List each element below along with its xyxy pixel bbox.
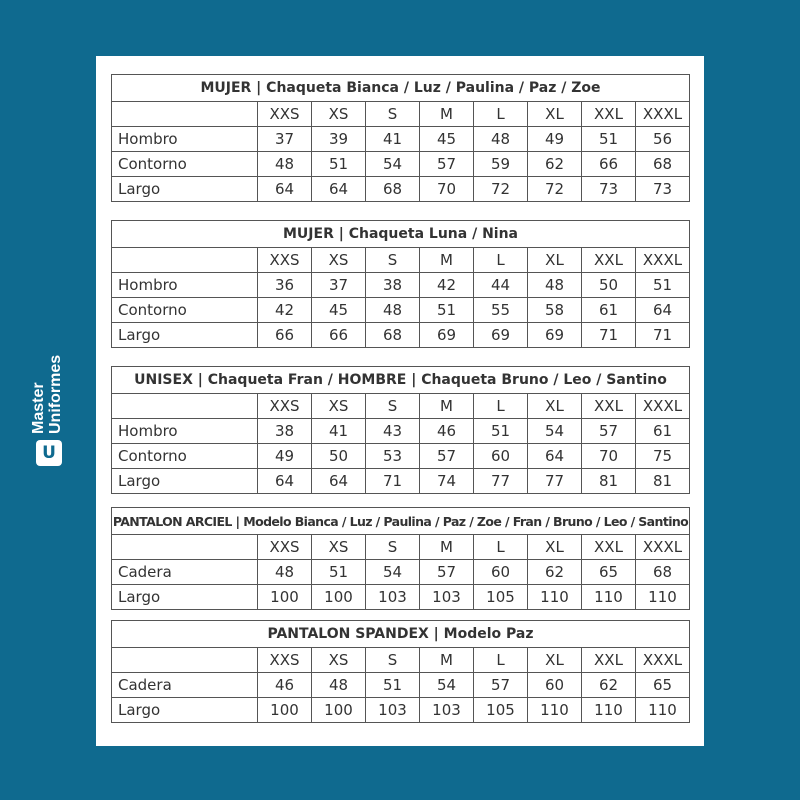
- measure-label: Largo: [112, 323, 258, 348]
- measure-value: 74: [420, 469, 474, 494]
- measure-value: 68: [366, 177, 420, 202]
- size-label: S: [366, 648, 420, 673]
- measure-value: 53: [366, 444, 420, 469]
- table-title: MUJER | Chaqueta Bianca / Luz / Paulina / Paz / Zoe: [112, 75, 690, 102]
- table-title: PANTALON ARCIEL | Modelo Bianca / Luz / Paulina / Paz / Zoe / Fran / Bruno / Leo / Santino: [112, 508, 690, 535]
- size-label: L: [474, 394, 528, 419]
- size-table: [111, 74, 690, 202]
- measure-value: 70: [582, 444, 636, 469]
- measure-label: Contorno: [112, 444, 258, 469]
- measure-value: 51: [582, 127, 636, 152]
- size-table: [111, 507, 690, 610]
- header-blank-cell: [112, 248, 258, 273]
- size-header-row: [112, 648, 690, 673]
- table-row: [112, 469, 690, 494]
- size-label: XXXL: [636, 535, 690, 560]
- measure-label: Largo: [112, 469, 258, 494]
- size-label: S: [366, 102, 420, 127]
- measure-value: 51: [366, 673, 420, 698]
- measure-value: 69: [528, 323, 582, 348]
- measure-label: Hombro: [112, 273, 258, 298]
- measure-value: 64: [636, 298, 690, 323]
- measure-value: 64: [258, 177, 312, 202]
- measure-value: 44: [474, 273, 528, 298]
- measure-label: Largo: [112, 177, 258, 202]
- measure-value: 68: [636, 560, 690, 585]
- size-label: XL: [528, 535, 582, 560]
- measure-value: 72: [528, 177, 582, 202]
- measure-value: 60: [474, 560, 528, 585]
- measure-value: 54: [420, 673, 474, 698]
- measure-value: 54: [528, 419, 582, 444]
- size-label: M: [420, 394, 474, 419]
- measure-value: 110: [528, 585, 582, 610]
- size-label: XS: [312, 248, 366, 273]
- measure-value: 66: [258, 323, 312, 348]
- header-blank-cell: [112, 535, 258, 560]
- measure-value: 81: [582, 469, 636, 494]
- size-label: S: [366, 394, 420, 419]
- measure-value: 41: [366, 127, 420, 152]
- measure-value: 62: [582, 673, 636, 698]
- measure-value: 71: [582, 323, 636, 348]
- measure-value: 38: [366, 273, 420, 298]
- table-title: UNISEX | Chaqueta Fran / HOMBRE | Chaqueta Bruno / Leo / Santino: [112, 367, 690, 394]
- table-row: [112, 419, 690, 444]
- brand-logo-text-line: Master: [30, 382, 47, 434]
- size-label: XXS: [258, 248, 312, 273]
- measure-value: 61: [636, 419, 690, 444]
- size-label: XL: [528, 102, 582, 127]
- measure-value: 103: [366, 698, 420, 723]
- size-table: [111, 366, 690, 494]
- measure-value: 64: [312, 469, 366, 494]
- measure-value: 103: [420, 698, 474, 723]
- size-header-row: [112, 535, 690, 560]
- table-row: [112, 152, 690, 177]
- measure-value: 62: [528, 152, 582, 177]
- table-row: [112, 273, 690, 298]
- table-row: [112, 673, 690, 698]
- measure-value: 51: [474, 419, 528, 444]
- brand-logo: [28, 330, 72, 470]
- measure-value: 57: [420, 444, 474, 469]
- measure-value: 57: [582, 419, 636, 444]
- size-label: XXS: [258, 394, 312, 419]
- measure-value: 65: [636, 673, 690, 698]
- table-row: [112, 177, 690, 202]
- measure-value: 100: [258, 585, 312, 610]
- measure-value: 46: [258, 673, 312, 698]
- measure-value: 77: [474, 469, 528, 494]
- measure-value: 45: [420, 127, 474, 152]
- measure-value: 51: [636, 273, 690, 298]
- measure-value: 49: [258, 444, 312, 469]
- size-label: XXXL: [636, 102, 690, 127]
- size-label: XXS: [258, 648, 312, 673]
- measure-label: Hombro: [112, 127, 258, 152]
- size-label: L: [474, 535, 528, 560]
- measure-value: 54: [366, 152, 420, 177]
- measure-value: 105: [474, 698, 528, 723]
- size-label: M: [420, 102, 474, 127]
- measure-value: 54: [366, 560, 420, 585]
- measure-value: 64: [312, 177, 366, 202]
- size-header-row: [112, 102, 690, 127]
- measure-value: 100: [258, 698, 312, 723]
- measure-value: 62: [528, 560, 582, 585]
- measure-value: 48: [312, 673, 366, 698]
- size-label: XXL: [582, 102, 636, 127]
- measure-value: 36: [258, 273, 312, 298]
- measure-value: 48: [528, 273, 582, 298]
- measure-value: 57: [420, 152, 474, 177]
- measure-value: 43: [366, 419, 420, 444]
- measure-value: 48: [366, 298, 420, 323]
- measure-value: 72: [474, 177, 528, 202]
- size-label: XXL: [582, 394, 636, 419]
- size-label: XS: [312, 535, 366, 560]
- measure-value: 61: [582, 298, 636, 323]
- size-label: XL: [528, 248, 582, 273]
- size-label: XS: [312, 648, 366, 673]
- measure-value: 59: [474, 152, 528, 177]
- header-blank-cell: [112, 394, 258, 419]
- measure-value: 68: [366, 323, 420, 348]
- size-label: XXS: [258, 102, 312, 127]
- measure-label: Largo: [112, 698, 258, 723]
- size-label: L: [474, 248, 528, 273]
- size-label: XL: [528, 394, 582, 419]
- brand-logo-icon: U: [36, 440, 62, 466]
- measure-value: 37: [258, 127, 312, 152]
- measure-value: 41: [312, 419, 366, 444]
- measure-value: 110: [528, 698, 582, 723]
- measure-value: 64: [528, 444, 582, 469]
- measure-value: 60: [474, 444, 528, 469]
- size-label: XXXL: [636, 394, 690, 419]
- size-label: XXL: [582, 248, 636, 273]
- measure-label: Cadera: [112, 560, 258, 585]
- measure-value: 51: [312, 560, 366, 585]
- measure-value: 105: [474, 585, 528, 610]
- size-label: XXXL: [636, 648, 690, 673]
- table-title: MUJER | Chaqueta Luna / Nina: [112, 221, 690, 248]
- measure-value: 64: [258, 469, 312, 494]
- measure-value: 50: [582, 273, 636, 298]
- measure-value: 51: [420, 298, 474, 323]
- measure-value: 58: [528, 298, 582, 323]
- size-label: S: [366, 248, 420, 273]
- measure-value: 66: [582, 152, 636, 177]
- size-label: M: [420, 248, 474, 273]
- measure-value: 103: [420, 585, 474, 610]
- size-header-row: [112, 394, 690, 419]
- measure-value: 69: [474, 323, 528, 348]
- size-label: XXL: [582, 535, 636, 560]
- measure-value: 50: [312, 444, 366, 469]
- measure-value: 57: [474, 673, 528, 698]
- size-label: M: [420, 535, 474, 560]
- size-table: [111, 620, 690, 723]
- measure-label: Hombro: [112, 419, 258, 444]
- measure-value: 60: [528, 673, 582, 698]
- measure-label: Cadera: [112, 673, 258, 698]
- header-blank-cell: [112, 648, 258, 673]
- measure-value: 39: [312, 127, 366, 152]
- size-label: XS: [312, 102, 366, 127]
- table-row: [112, 560, 690, 585]
- measure-value: 69: [420, 323, 474, 348]
- size-label: L: [474, 102, 528, 127]
- measure-value: 42: [258, 298, 312, 323]
- measure-value: 55: [474, 298, 528, 323]
- measure-value: 48: [474, 127, 528, 152]
- size-label: M: [420, 648, 474, 673]
- measure-value: 100: [312, 585, 366, 610]
- measure-value: 38: [258, 419, 312, 444]
- size-label: XXXL: [636, 248, 690, 273]
- table-row: [112, 698, 690, 723]
- measure-value: 51: [312, 152, 366, 177]
- measure-value: 110: [582, 698, 636, 723]
- table-title: PANTALON SPANDEX | Modelo Paz: [112, 621, 690, 648]
- table-row: [112, 444, 690, 469]
- measure-value: 75: [636, 444, 690, 469]
- measure-value: 103: [366, 585, 420, 610]
- brand-logo-text: [30, 304, 70, 434]
- table-row: [112, 323, 690, 348]
- measure-value: 81: [636, 469, 690, 494]
- measure-value: 73: [582, 177, 636, 202]
- brand-logo-text-line: Uniformes: [47, 354, 64, 434]
- measure-value: 110: [636, 585, 690, 610]
- measure-value: 57: [420, 560, 474, 585]
- measure-value: 37: [312, 273, 366, 298]
- measure-value: 48: [258, 560, 312, 585]
- measure-value: 45: [312, 298, 366, 323]
- measure-value: 110: [582, 585, 636, 610]
- size-label: XL: [528, 648, 582, 673]
- measure-value: 65: [582, 560, 636, 585]
- size-label: S: [366, 535, 420, 560]
- measure-label: Contorno: [112, 298, 258, 323]
- measure-value: 100: [312, 698, 366, 723]
- table-row: [112, 585, 690, 610]
- table-row: [112, 298, 690, 323]
- measure-value: 56: [636, 127, 690, 152]
- size-header-row: [112, 248, 690, 273]
- size-label: L: [474, 648, 528, 673]
- measure-value: 48: [258, 152, 312, 177]
- measure-value: 70: [420, 177, 474, 202]
- measure-value: 68: [636, 152, 690, 177]
- size-label: XS: [312, 394, 366, 419]
- measure-value: 66: [312, 323, 366, 348]
- measure-value: 110: [636, 698, 690, 723]
- measure-value: 46: [420, 419, 474, 444]
- measure-value: 71: [366, 469, 420, 494]
- measure-label: Largo: [112, 585, 258, 610]
- measure-label: Contorno: [112, 152, 258, 177]
- measure-value: 77: [528, 469, 582, 494]
- header-blank-cell: [112, 102, 258, 127]
- size-table: [111, 220, 690, 348]
- table-row: [112, 127, 690, 152]
- size-label: XXS: [258, 535, 312, 560]
- measure-value: 49: [528, 127, 582, 152]
- size-chart-sheet: [96, 56, 704, 746]
- measure-value: 73: [636, 177, 690, 202]
- measure-value: 42: [420, 273, 474, 298]
- size-label: XXL: [582, 648, 636, 673]
- measure-value: 71: [636, 323, 690, 348]
